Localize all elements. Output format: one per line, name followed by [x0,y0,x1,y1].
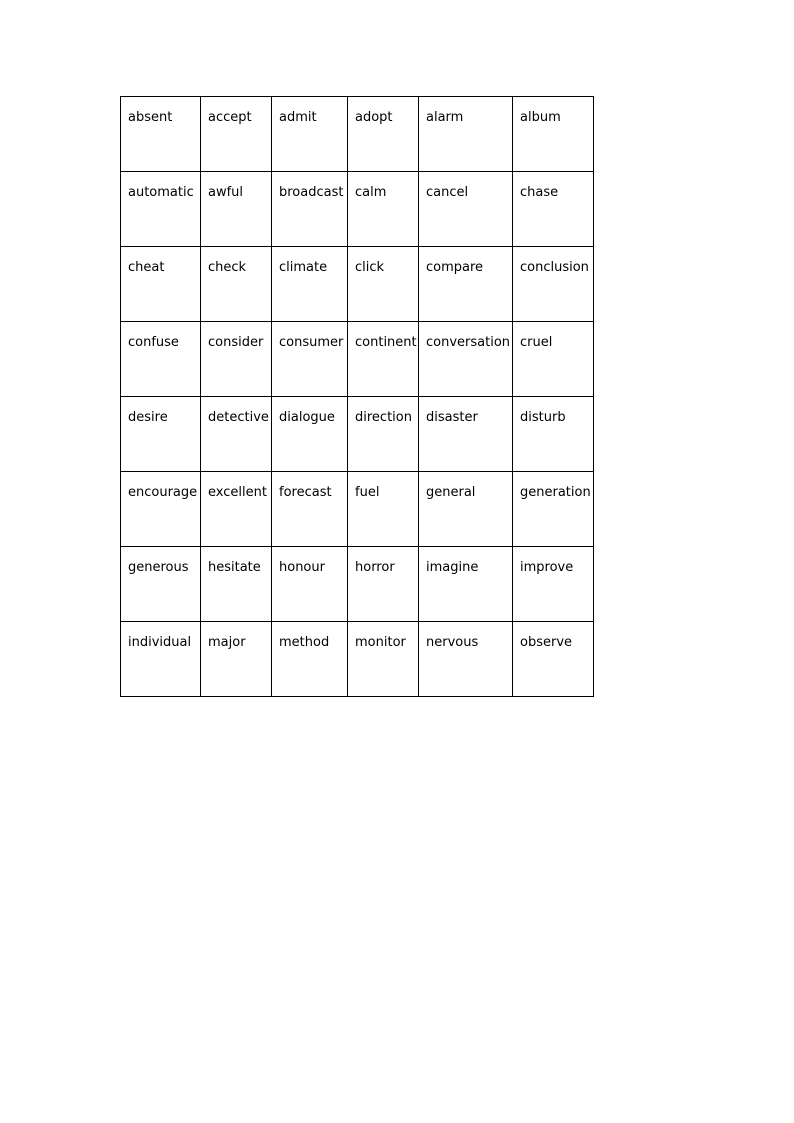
word-cell: check [201,247,272,322]
word-cell: generous [121,547,201,622]
word-cell: honour [272,547,348,622]
word-cell: album [513,97,594,172]
word-cell: conversation [419,322,513,397]
word-cell: click [348,247,419,322]
word-cell: nervous [419,622,513,697]
word-cell: accept [201,97,272,172]
word-cell: major [201,622,272,697]
word-cell: conclusion [513,247,594,322]
word-cell: absent [121,97,201,172]
word-cell: improve [513,547,594,622]
word-cell: calm [348,172,419,247]
word-cell: observe [513,622,594,697]
table-row [121,622,594,697]
word-cell: monitor [348,622,419,697]
table-row [121,247,594,322]
table-row [121,172,594,247]
word-table [120,96,594,697]
word-cell: broadcast [272,172,348,247]
table-row [121,322,594,397]
word-cell: adopt [348,97,419,172]
word-cell: alarm [419,97,513,172]
word-cell: direction [348,397,419,472]
table-row [121,547,594,622]
table-row [121,397,594,472]
word-cell: forecast [272,472,348,547]
word-cell: chase [513,172,594,247]
word-cell: cruel [513,322,594,397]
word-cell: general [419,472,513,547]
word-cell: disaster [419,397,513,472]
word-cell: method [272,622,348,697]
word-cell: consumer [272,322,348,397]
word-cell: admit [272,97,348,172]
word-cell: detective [201,397,272,472]
word-cell: dialogue [272,397,348,472]
word-table-body [121,97,594,697]
word-cell: consider [201,322,272,397]
word-cell: automatic [121,172,201,247]
word-cell: disturb [513,397,594,472]
word-cell: hesitate [201,547,272,622]
word-cell: climate [272,247,348,322]
word-cell: excellent [201,472,272,547]
word-cell: desire [121,397,201,472]
word-cell: confuse [121,322,201,397]
word-cell: cheat [121,247,201,322]
word-cell: continent [348,322,419,397]
word-cell: encourage [121,472,201,547]
word-cell: horror [348,547,419,622]
table-row [121,97,594,172]
word-cell: compare [419,247,513,322]
word-cell: awful [201,172,272,247]
word-cell: imagine [419,547,513,622]
word-cell: cancel [419,172,513,247]
word-cell: fuel [348,472,419,547]
word-cell: individual [121,622,201,697]
word-cell: generation [513,472,594,547]
table-row [121,472,594,547]
